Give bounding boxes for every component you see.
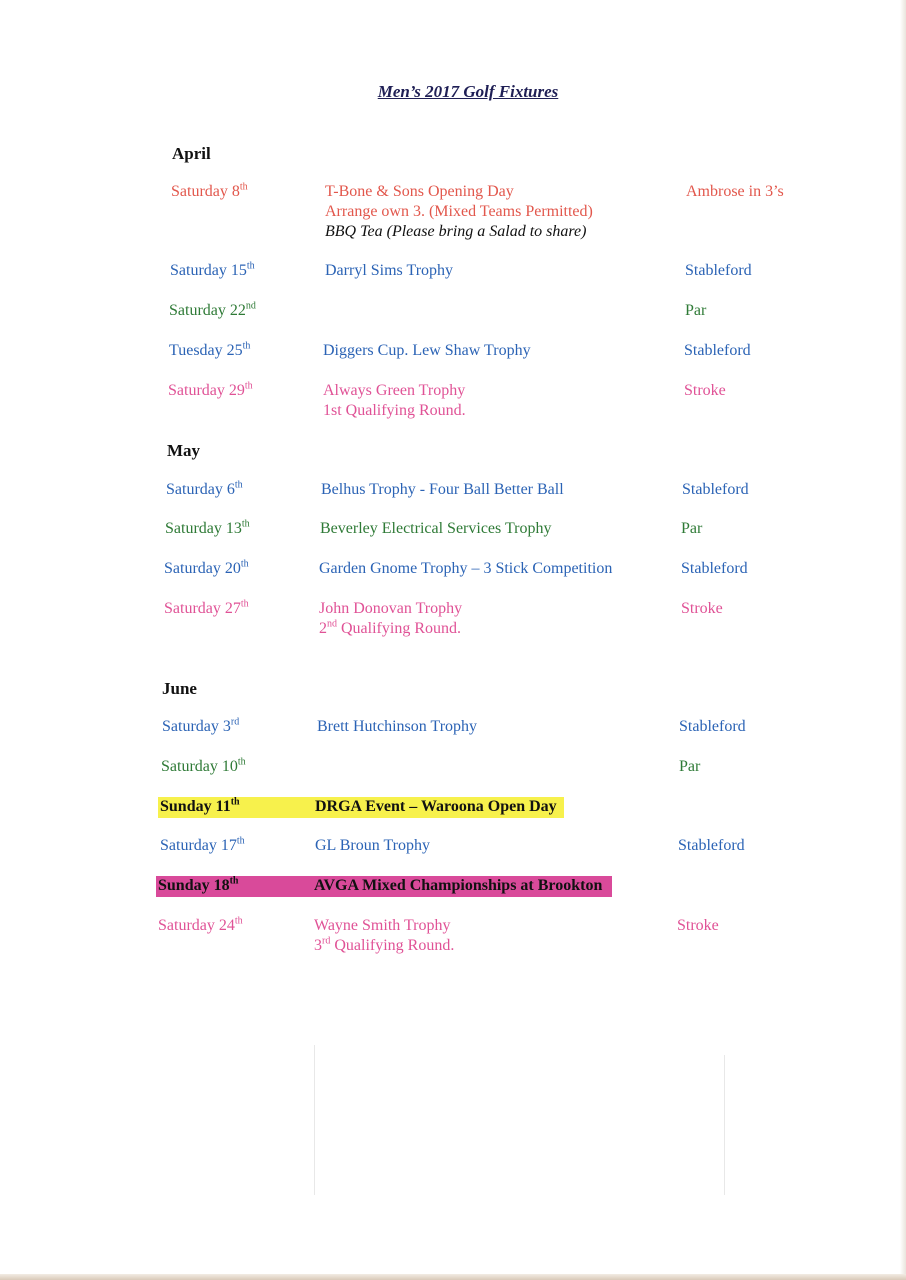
ordinal-suffix: th (244, 380, 253, 392)
event-line: Diggers Cup. Lew Shaw Trophy (323, 342, 531, 359)
fixture-format: Stableford (678, 837, 745, 854)
fixture-date: Saturday 17th (160, 835, 245, 854)
event-line: T-Bone & Sons Opening Day (325, 183, 514, 200)
fixture-format: Stroke (681, 600, 723, 617)
fixture-row (0, 301, 906, 341)
event-line: Brett Hutchinson Trophy (317, 718, 478, 735)
fixture-row (0, 559, 906, 599)
fixture-event (323, 341, 531, 361)
fixture-date: Saturday 8th (171, 181, 248, 200)
ordinal-suffix: th (229, 875, 239, 887)
fixture-event (314, 916, 454, 956)
fixture-row (0, 797, 906, 837)
fixture-event (317, 717, 477, 737)
fixture-event (325, 261, 453, 281)
page-edge-bottom (0, 1274, 906, 1280)
event-line: Arrange own 3. (Mixed Teams Permitted) (325, 203, 593, 220)
ordinal-suffix: rd (230, 716, 240, 728)
fixture-format: Stableford (682, 481, 749, 498)
ordinal-suffix: th (246, 260, 255, 272)
event-line: Wayne Smith Trophy (314, 917, 451, 934)
ordinal-suffix: th (234, 915, 243, 927)
fixture-format: Par (685, 302, 707, 319)
event-line: Always Green Trophy (323, 382, 466, 399)
event-line: Belhus Trophy - Four Ball Better Ball (321, 481, 564, 498)
fixture-date: Sunday 11th (160, 796, 240, 815)
fixture-event (321, 480, 564, 500)
fixture-date: Saturday 3rd (162, 716, 240, 735)
fixture-format: Ambrose in 3’s (686, 183, 784, 200)
fixture-row (0, 381, 906, 421)
event-line: 2nd Qualifying Round. (319, 618, 461, 637)
fixture-event (325, 182, 593, 242)
fixture-date: Tuesday 25th (169, 340, 251, 359)
fixture-row (0, 519, 906, 559)
fixture-format: Stableford (679, 718, 746, 735)
event-line: AVGA Mixed Championships at Brookton (314, 877, 603, 894)
fixture-format: Stableford (685, 262, 752, 279)
ordinal-suffix: th (237, 756, 246, 768)
scan-artifact (724, 1055, 725, 1195)
fixture-date: Saturday 15th (170, 260, 255, 279)
month-heading-june: June (162, 679, 197, 698)
month-heading-may: May (167, 441, 201, 460)
fixture-row (0, 836, 906, 876)
fixture-date: Sunday 18th (158, 875, 239, 894)
fixture-row (0, 717, 906, 757)
fixture-event (323, 381, 466, 421)
fixture-event (315, 797, 557, 817)
fixture-format: Stableford (681, 560, 748, 577)
fixture-format: Par (679, 758, 701, 775)
event-note: BBQ Tea (Please bring a Salad to share) (325, 223, 587, 240)
event-line: 3rd Qualifying Round. (314, 935, 455, 954)
fixture-format: Stroke (684, 382, 726, 399)
scan-artifact (314, 1045, 315, 1195)
event-line: Darryl Sims Trophy (325, 262, 454, 279)
fixture-row (0, 261, 906, 301)
fixture-format: Par (681, 520, 703, 537)
fixture-row (0, 480, 906, 520)
ordinal-suffix: th (236, 835, 245, 847)
fixture-date: Saturday 10th (161, 756, 246, 775)
ordinal-suffix: th (239, 181, 248, 193)
fixture-row (0, 876, 906, 916)
event-line: Beverley Electrical Services Trophy (320, 520, 552, 537)
page-title: Men’s 2017 Golf Fixtures (377, 82, 559, 101)
event-line: 1st Qualifying Round. (323, 402, 466, 419)
fixture-row (0, 757, 906, 797)
fixture-row (0, 341, 906, 381)
ordinal-suffix: th (240, 598, 249, 610)
ordinal-suffix: nd (245, 300, 256, 312)
fixture-event (320, 519, 552, 539)
event-line: Garden Gnome Trophy – 3 Stick Competition (319, 560, 613, 577)
fixture-format: Stableford (684, 342, 751, 359)
fixture-row (0, 599, 906, 639)
fixture-event (319, 559, 612, 579)
fixture-date: Saturday 27th (164, 598, 249, 617)
fixture-date: Saturday 29th (168, 380, 253, 399)
fixture-row (0, 181, 906, 240)
event-line: DRGA Event – Waroona Open Day (315, 798, 557, 815)
fixture-format: Stroke (677, 917, 719, 934)
month-heading-april: April (172, 144, 211, 163)
ordinal-suffix: th (240, 558, 249, 570)
event-line: John Donovan Trophy (319, 600, 463, 617)
ordinal-suffix: th (242, 340, 251, 352)
fixture-date: Saturday 22nd (169, 300, 256, 319)
ordinal-suffix: th (230, 796, 240, 808)
fixture-date: Saturday 13th (165, 518, 250, 537)
fixture-row (0, 916, 906, 956)
fixture-date: Saturday 20th (164, 558, 249, 577)
ordinal-suffix: th (234, 479, 243, 491)
event-line: GL Broun Trophy (315, 837, 430, 854)
ordinal-suffix: th (241, 518, 250, 530)
fixture-event (315, 836, 430, 856)
fixture-date: Saturday 24th (158, 915, 243, 934)
fixture-event (314, 876, 602, 896)
fixture-event (319, 599, 462, 639)
fixture-date: Saturday 6th (166, 479, 243, 498)
